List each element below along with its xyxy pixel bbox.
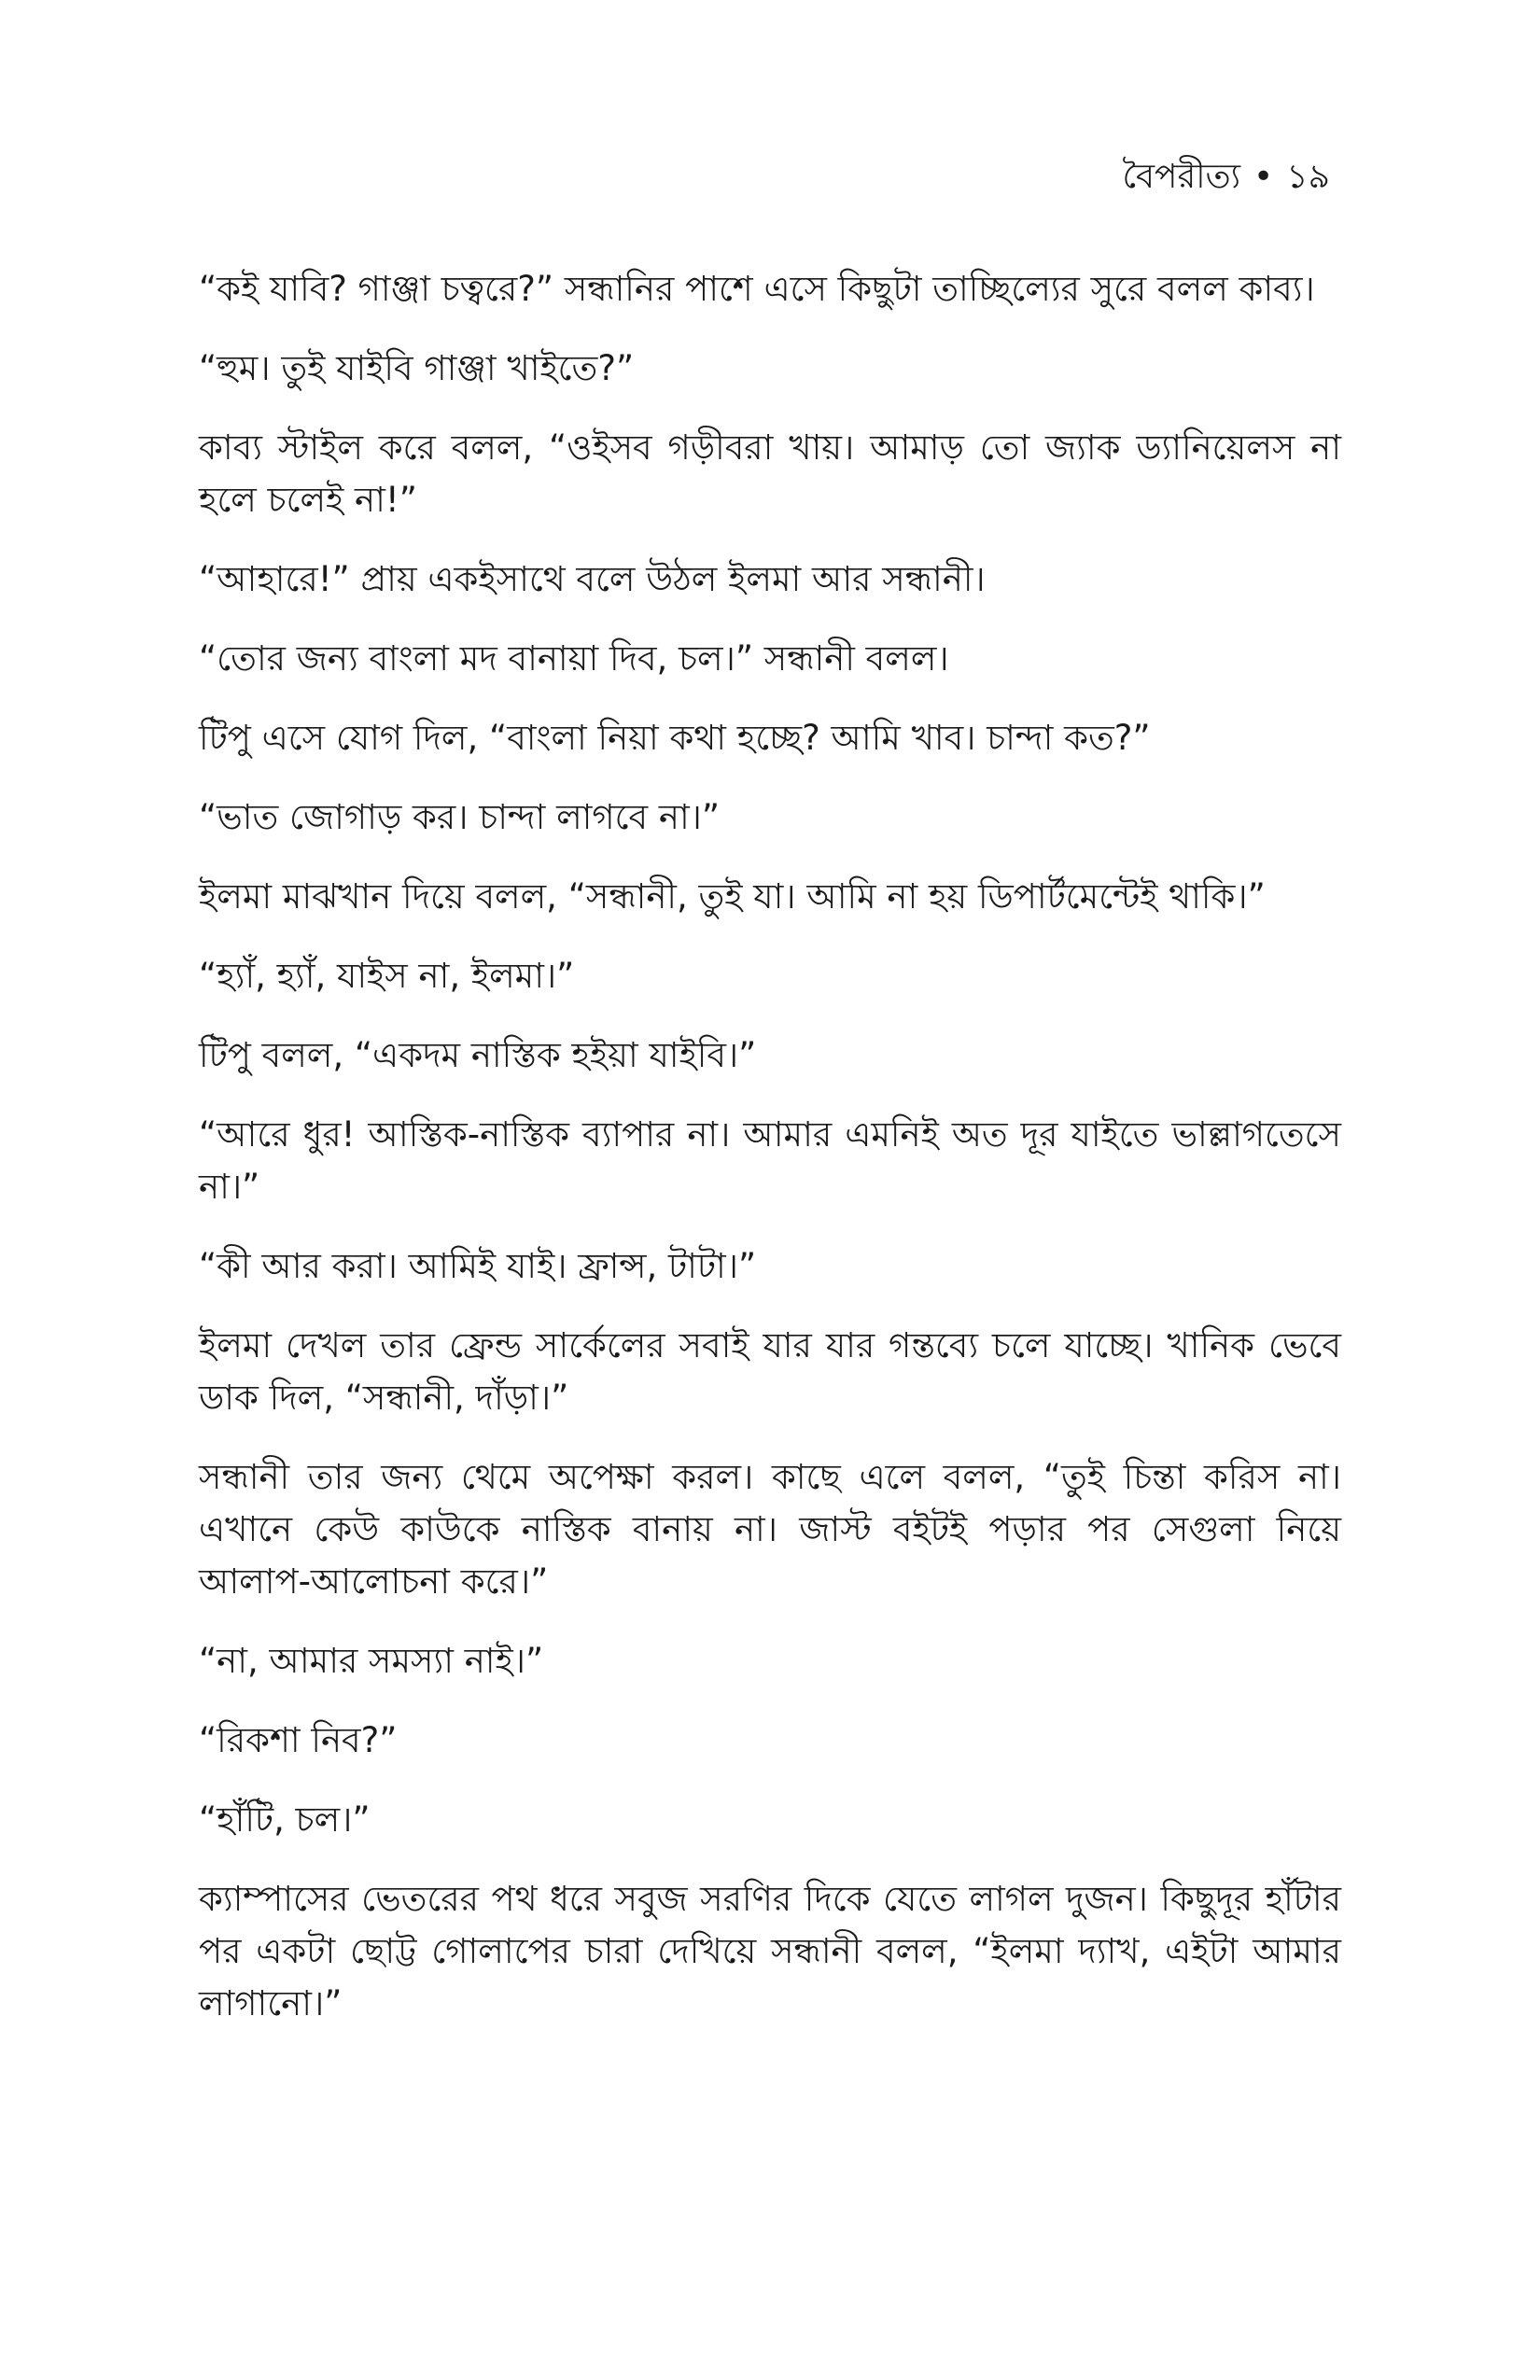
- paragraph-3: কাব্য স্টাইল করে বলল, “ওইসব গড়ীবরা খায়। আমাড় তো জ্যাক ড্যানিয়েলস না হলে চলেই না!”: [199, 427, 1341, 520]
- running-header: [1122, 155, 1330, 200]
- paragraph-15: “না, আমার সমস্যা নাই।”: [199, 1641, 544, 1681]
- body-text: [199, 263, 1341, 2057]
- paragraph-10: টিপু বলল, “একদম নাস্তিক হইয়া যাইবি।”: [199, 1035, 757, 1075]
- paragraph-16: “রিকশা নিব?”: [199, 1720, 398, 1760]
- header-separator: •: [1253, 158, 1274, 196]
- page-number: ১৯: [1286, 158, 1330, 196]
- paragraph-2: “হুম। তুই যাইবি গাঞ্জা খাইতে?”: [199, 348, 635, 388]
- paragraph-5: “তোর জন্য বাংলা মদ বানায়া দিব, চল।” সন্ধানী বলল।: [199, 638, 949, 679]
- paragraph-18: ক্যাম্পাসের ভেতরের পথ ধরে সবুজ সরণির দিকে যেতে লাগল দুজন। কিছুদূর হাঁটার পর একটা ছোট্ট গোলাপের চারা দেখিয়ে সন্ধানী বলল, “ইলমা দ্যাখ, এইটা আমার লাগানো।”: [199, 1879, 1341, 2023]
- paragraph-13: ইলমা দেখল তার ফ্রেন্ড সার্কেলের সবাই যার যার গন্তব্যে চলে যাচ্ছে। খানিক ভেবে ডাক দিল, “সন্ধানী, দাঁড়া।”: [199, 1325, 1341, 1418]
- paragraph-1: “কই যাবি? গাঞ্জা চত্বরে?” সন্ধানির পাশে এসে কিছুটা তাচ্ছিল্যের সুরে বলল কাব্য।: [199, 269, 1315, 309]
- paragraph-8: ইলমা মাঝখান দিয়ে বলল, “সন্ধানী, তুই যা। আমি না হয় ডিপার্টমেন্টেই থাকি।”: [199, 876, 1266, 917]
- paragraph-12: “কী আর করা। আমিই যাই। ফ্রান্স, টাটা।”: [199, 1246, 757, 1286]
- paragraph-17: “হাঁটি, চল।”: [199, 1799, 371, 1840]
- paragraph-7: “ভাত জোগাড় কর। চান্দা লাগবে না।”: [199, 797, 721, 837]
- paragraph-14: সন্ধানী তার জন্য থেমে অপেক্ষা করল। কাছে এলে বলল, “তুই চিন্তা করিস না। এখানে কেউ কাউকে নাস্তিক বানায় না। জাস্ট বইটই পড়ার পর সেগুলা নিয়ে আলাপ-আলোচনা করে।”: [199, 1457, 1341, 1602]
- paragraph-4: “আহারে!” প্রায় একইসাথে বলে উঠল ইলমা আর সন্ধানী।: [199, 559, 986, 599]
- paragraph-11: “আরে ধুর! আস্তিক-নাস্তিক ব্যাপার না। আমার এমনিই অত দূর যাইতে ভাল্লাগতেসে না।”: [199, 1114, 1341, 1207]
- paragraph-6: টিপু এসে যোগ দিল, “বাংলা নিয়া কথা হচ্ছে? আমি খাব। চান্দা কত?”: [199, 718, 1151, 758]
- book-title: বৈপরীত্য: [1122, 158, 1241, 196]
- paragraph-9: “হ্যাঁ, হ্যাঁ, যাইস না, ইলমা।”: [199, 956, 575, 996]
